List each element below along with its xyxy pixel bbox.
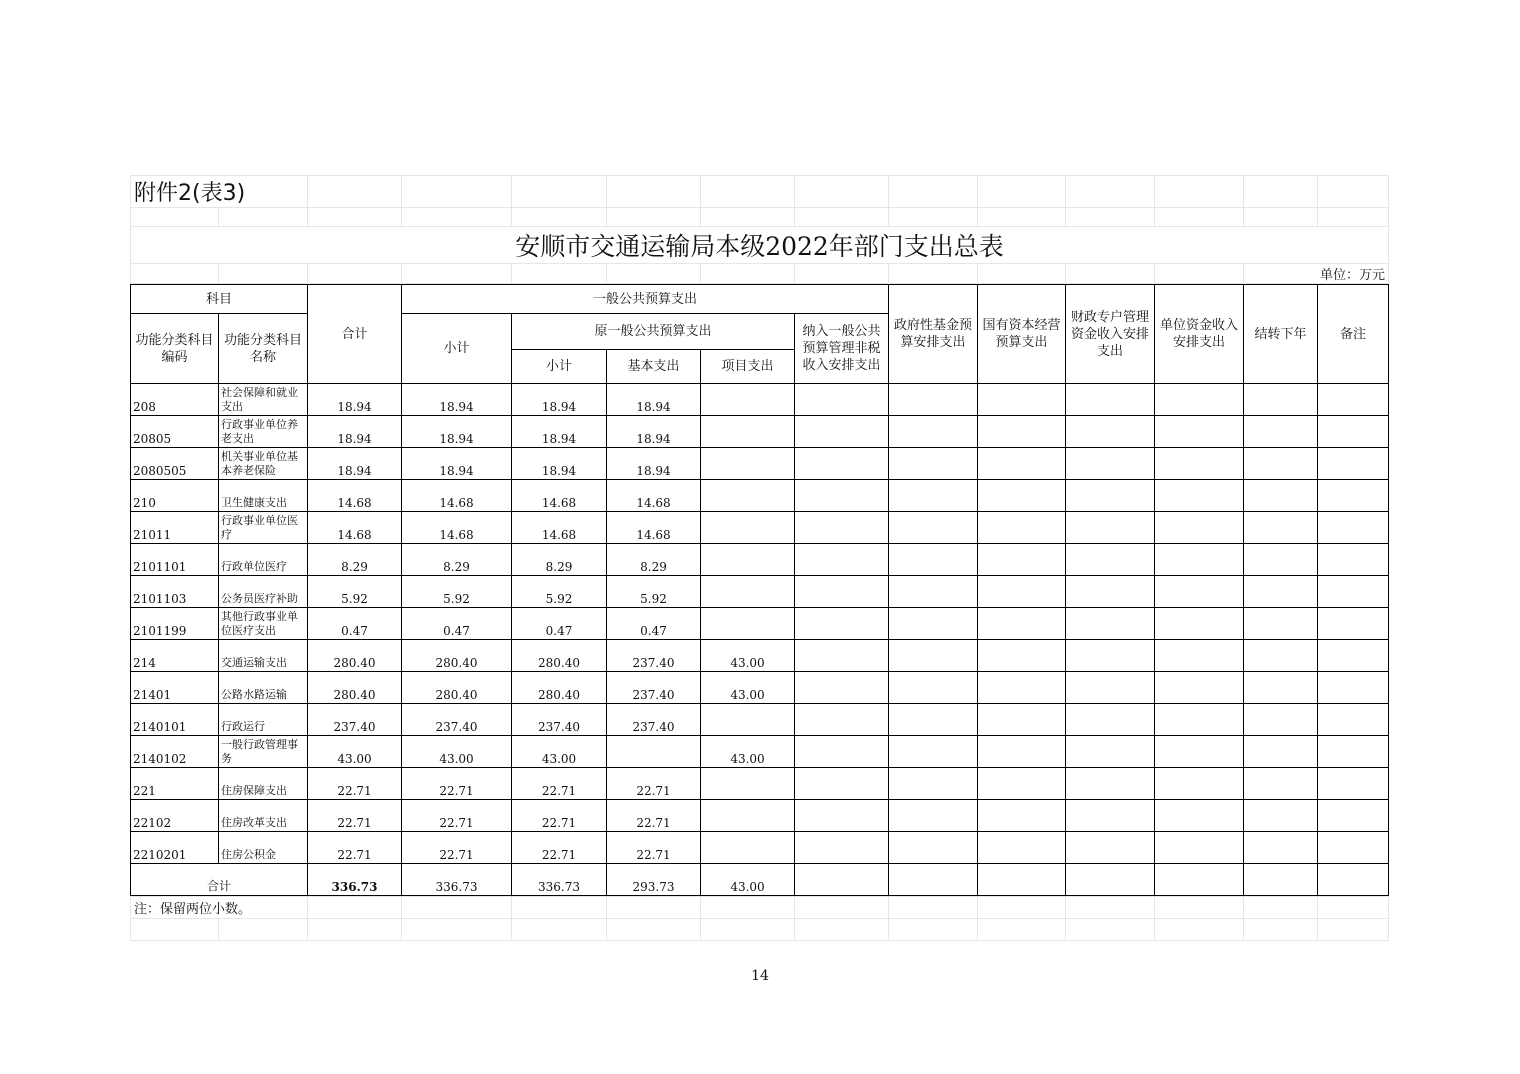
row-subtotal: 5.92 <box>402 576 512 608</box>
empty-cell <box>1244 448 1318 480</box>
row-total: 18.94 <box>308 384 402 416</box>
row-project <box>701 832 795 864</box>
row-name: 机关事业单位基本养老保险 <box>219 448 308 480</box>
row-code: 2080505 <box>131 448 219 480</box>
row-subtotal: 22.71 <box>402 800 512 832</box>
empty-cell <box>889 640 978 672</box>
row-code: 2101103 <box>131 576 219 608</box>
row-basic: 22.71 <box>607 832 701 864</box>
empty-cell <box>1155 736 1244 768</box>
empty-cell <box>978 384 1066 416</box>
empty-cell <box>1244 768 1318 800</box>
totals-label: 合计 <box>131 864 308 896</box>
note-table <box>130 896 1389 941</box>
empty-cell <box>1066 480 1155 512</box>
empty-cell <box>795 704 889 736</box>
row-subtotal-2: 18.94 <box>512 416 607 448</box>
row-total: 0.47 <box>308 608 402 640</box>
row-subtotal: 280.40 <box>402 672 512 704</box>
empty-cell <box>978 672 1066 704</box>
empty-cell <box>1066 512 1155 544</box>
empty-cell <box>1066 736 1155 768</box>
row-name: 行政运行 <box>219 704 308 736</box>
note-text: 注：保留两位小数。 <box>131 897 308 919</box>
row-total: 280.40 <box>308 672 402 704</box>
empty-cell <box>1318 448 1389 480</box>
empty-cell <box>1155 480 1244 512</box>
row-basic: 22.71 <box>607 768 701 800</box>
row-subtotal-2: 280.40 <box>512 640 607 672</box>
row-subtotal-2: 22.71 <box>512 832 607 864</box>
row-total: 43.00 <box>308 736 402 768</box>
row-project <box>701 704 795 736</box>
empty-cell <box>1066 448 1155 480</box>
row-project <box>701 768 795 800</box>
empty-cell <box>978 512 1066 544</box>
empty-cell <box>1155 832 1244 864</box>
empty-cell <box>1155 640 1244 672</box>
table-row <box>131 736 1389 768</box>
table-row <box>131 480 1389 512</box>
row-project: 43.00 <box>701 672 795 704</box>
row-code: 2140102 <box>131 736 219 768</box>
empty-cell <box>1066 544 1155 576</box>
unit-label: 单位：万元 <box>1244 264 1389 284</box>
empty-cell <box>795 768 889 800</box>
empty-cell <box>1318 672 1389 704</box>
header-name: 功能分类科目名称 <box>219 314 308 384</box>
totals-subtotal: 336.73 <box>402 864 512 896</box>
empty-cell <box>1318 480 1389 512</box>
row-subtotal: 8.29 <box>402 544 512 576</box>
row-name: 卫生健康支出 <box>219 480 308 512</box>
empty-cell <box>889 704 978 736</box>
row-total: 22.71 <box>308 768 402 800</box>
table-row <box>131 832 1389 864</box>
row-code: 21401 <box>131 672 219 704</box>
row-name: 一般行政管理事务 <box>219 736 308 768</box>
row-code: 221 <box>131 768 219 800</box>
row-name: 行政单位医疗 <box>219 544 308 576</box>
row-subtotal-2: 237.40 <box>512 704 607 736</box>
row-subtotal: 14.68 <box>402 512 512 544</box>
empty-cell <box>1155 544 1244 576</box>
empty-cell <box>889 480 978 512</box>
row-name: 社会保障和就业支出 <box>219 384 308 416</box>
table-row <box>131 416 1389 448</box>
empty-cell <box>889 512 978 544</box>
row-subtotal: 22.71 <box>402 832 512 864</box>
row-total: 18.94 <box>308 416 402 448</box>
row-subtotal-2: 14.68 <box>512 512 607 544</box>
row-code: 210 <box>131 480 219 512</box>
row-total: 22.71 <box>308 832 402 864</box>
row-project: 43.00 <box>701 736 795 768</box>
header-total: 合计 <box>308 285 402 384</box>
row-code: 20805 <box>131 416 219 448</box>
row-name: 交通运输支出 <box>219 640 308 672</box>
empty-cell <box>889 448 978 480</box>
empty-cell <box>1244 544 1318 576</box>
empty-cell <box>1318 416 1389 448</box>
empty-cell <box>1244 800 1318 832</box>
empty-cell <box>1318 736 1389 768</box>
row-total: 8.29 <box>308 544 402 576</box>
row-total: 237.40 <box>308 704 402 736</box>
empty-cell <box>978 416 1066 448</box>
empty-cell <box>1066 416 1155 448</box>
empty-cell <box>795 448 889 480</box>
row-name: 公路水路运输 <box>219 672 308 704</box>
empty-cell <box>795 576 889 608</box>
empty-cell <box>1244 576 1318 608</box>
row-subtotal: 280.40 <box>402 640 512 672</box>
table-row <box>131 544 1389 576</box>
row-project <box>701 448 795 480</box>
empty-cell <box>1155 672 1244 704</box>
empty-cell <box>1066 672 1155 704</box>
row-name: 住房保障支出 <box>219 768 308 800</box>
empty-cell <box>1318 544 1389 576</box>
row-subtotal-2: 5.92 <box>512 576 607 608</box>
empty-cell <box>978 704 1066 736</box>
header-subtotal-2: 小计 <box>512 350 607 384</box>
row-subtotal-2: 22.71 <box>512 768 607 800</box>
header-nontax: 纳入一般公共预算管理非税收入安排支出 <box>795 314 889 384</box>
empty-cell <box>1244 672 1318 704</box>
row-total: 22.71 <box>308 800 402 832</box>
empty-cell <box>1066 576 1155 608</box>
totals-basic: 293.73 <box>607 864 701 896</box>
row-subtotal: 43.00 <box>402 736 512 768</box>
empty-cell <box>1155 800 1244 832</box>
header-general-budget: 一般公共预算支出 <box>402 285 889 314</box>
empty-cell <box>1318 576 1389 608</box>
header-subject: 科目 <box>131 285 308 314</box>
row-subtotal: 0.47 <box>402 608 512 640</box>
empty-cell <box>1066 704 1155 736</box>
header-fiscal-special: 财政专户管理资金收入安排支出 <box>1066 285 1155 384</box>
row-basic: 18.94 <box>607 416 701 448</box>
row-code: 2140101 <box>131 704 219 736</box>
empty-cell <box>1318 512 1389 544</box>
empty-cell <box>1155 384 1244 416</box>
empty-cell <box>1066 800 1155 832</box>
empty-cell <box>889 384 978 416</box>
empty-cell <box>1318 832 1389 864</box>
empty-cell <box>1066 832 1155 864</box>
row-code: 21011 <box>131 512 219 544</box>
header-project: 项目支出 <box>701 350 795 384</box>
table-row <box>131 576 1389 608</box>
row-basic: 237.40 <box>607 640 701 672</box>
row-subtotal: 22.71 <box>402 768 512 800</box>
row-basic: 237.40 <box>607 704 701 736</box>
row-project <box>701 576 795 608</box>
table-row <box>131 800 1389 832</box>
row-total: 280.40 <box>308 640 402 672</box>
empty-cell <box>978 448 1066 480</box>
spreadsheet-sheet <box>130 175 1388 941</box>
empty-cell <box>1244 480 1318 512</box>
totals-row <box>131 864 1389 896</box>
row-project <box>701 480 795 512</box>
table-row <box>131 608 1389 640</box>
empty-cell <box>795 640 889 672</box>
empty-cell <box>978 832 1066 864</box>
row-subtotal: 14.68 <box>402 480 512 512</box>
row-name: 住房公积金 <box>219 832 308 864</box>
empty-cell <box>1244 512 1318 544</box>
empty-cell <box>978 576 1066 608</box>
empty-cell <box>889 416 978 448</box>
row-subtotal-2: 22.71 <box>512 800 607 832</box>
empty-cell <box>1244 608 1318 640</box>
row-total: 18.94 <box>308 448 402 480</box>
row-basic: 5.92 <box>607 576 701 608</box>
totals-project: 43.00 <box>701 864 795 896</box>
row-project <box>701 416 795 448</box>
empty-cell <box>1318 608 1389 640</box>
empty-cell <box>889 768 978 800</box>
empty-cell <box>1318 384 1389 416</box>
budget-table <box>130 175 1389 284</box>
totals-total: 336.73 <box>308 864 402 896</box>
row-subtotal-2: 0.47 <box>512 608 607 640</box>
empty-cell <box>1318 800 1389 832</box>
empty-cell <box>795 736 889 768</box>
row-subtotal-2: 14.68 <box>512 480 607 512</box>
empty-cell <box>889 736 978 768</box>
table-row <box>131 640 1389 672</box>
row-project <box>701 800 795 832</box>
row-total: 14.68 <box>308 480 402 512</box>
row-basic: 22.71 <box>607 800 701 832</box>
header-gov-fund: 政府性基金预算安排支出 <box>889 285 978 384</box>
attachment-label: 附件2(表3) <box>131 176 308 208</box>
header-code: 功能分类科目编码 <box>131 314 219 384</box>
empty-cell <box>1155 448 1244 480</box>
empty-cell <box>1155 608 1244 640</box>
empty-cell <box>1244 736 1318 768</box>
row-name: 公务员医疗补助 <box>219 576 308 608</box>
row-subtotal: 18.94 <box>402 448 512 480</box>
row-name: 其他行政事业单位医疗支出 <box>219 608 308 640</box>
row-subtotal-2: 18.94 <box>512 448 607 480</box>
empty-cell <box>795 672 889 704</box>
empty-cell <box>978 608 1066 640</box>
empty-cell <box>1155 704 1244 736</box>
empty-cell <box>978 800 1066 832</box>
empty-cell <box>1244 704 1318 736</box>
header-carry-over: 结转下年 <box>1244 285 1318 384</box>
row-basic: 0.47 <box>607 608 701 640</box>
empty-cell <box>1155 768 1244 800</box>
empty-cell <box>978 544 1066 576</box>
page-title: 安顺市交通运输局本级2022年部门支出总表 <box>131 227 1389 264</box>
empty-cell <box>795 480 889 512</box>
header-subtotal: 小计 <box>402 314 512 384</box>
row-basic <box>607 736 701 768</box>
row-subtotal-2: 43.00 <box>512 736 607 768</box>
row-basic: 14.68 <box>607 512 701 544</box>
empty-cell <box>1244 640 1318 672</box>
empty-cell <box>1318 640 1389 672</box>
empty-cell <box>795 832 889 864</box>
row-name: 行政事业单位医疗 <box>219 512 308 544</box>
empty-cell <box>978 768 1066 800</box>
header-original-general: 原一般公共预算支出 <box>512 314 795 350</box>
empty-cell <box>795 800 889 832</box>
header-remark: 备注 <box>1318 285 1389 384</box>
table-row <box>131 512 1389 544</box>
header-basic: 基本支出 <box>607 350 701 384</box>
row-basic: 18.94 <box>607 384 701 416</box>
row-subtotal: 18.94 <box>402 384 512 416</box>
empty-cell <box>889 608 978 640</box>
empty-cell <box>795 384 889 416</box>
empty-cell <box>889 576 978 608</box>
row-subtotal-2: 18.94 <box>512 384 607 416</box>
empty-cell <box>1066 608 1155 640</box>
empty-cell <box>1066 768 1155 800</box>
empty-cell <box>795 512 889 544</box>
empty-cell <box>1318 704 1389 736</box>
row-code: 208 <box>131 384 219 416</box>
empty-cell <box>889 544 978 576</box>
empty-cell <box>795 416 889 448</box>
row-total: 14.68 <box>308 512 402 544</box>
row-project <box>701 512 795 544</box>
row-subtotal-2: 280.40 <box>512 672 607 704</box>
empty-cell <box>978 736 1066 768</box>
empty-cell <box>978 640 1066 672</box>
table-row <box>131 704 1389 736</box>
row-subtotal-2: 8.29 <box>512 544 607 576</box>
row-project <box>701 544 795 576</box>
row-project <box>701 384 795 416</box>
empty-cell <box>1155 512 1244 544</box>
empty-cell <box>889 800 978 832</box>
empty-cell <box>1155 416 1244 448</box>
row-basic: 18.94 <box>607 448 701 480</box>
row-subtotal: 237.40 <box>402 704 512 736</box>
empty-cell <box>978 480 1066 512</box>
totals-subtotal-2: 336.73 <box>512 864 607 896</box>
row-basic: 8.29 <box>607 544 701 576</box>
row-project <box>701 608 795 640</box>
table-row <box>131 448 1389 480</box>
row-code: 2101101 <box>131 544 219 576</box>
row-name: 行政事业单位养老支出 <box>219 416 308 448</box>
table-row <box>131 384 1389 416</box>
empty-cell <box>1244 832 1318 864</box>
empty-cell <box>795 608 889 640</box>
page-number: 14 <box>751 968 769 984</box>
empty-cell <box>1155 576 1244 608</box>
empty-cell <box>1318 768 1389 800</box>
table-row <box>131 672 1389 704</box>
empty-cell <box>889 832 978 864</box>
row-code: 214 <box>131 640 219 672</box>
row-basic: 237.40 <box>607 672 701 704</box>
row-code: 2210201 <box>131 832 219 864</box>
row-project: 43.00 <box>701 640 795 672</box>
empty-cell <box>1244 416 1318 448</box>
row-basic: 14.68 <box>607 480 701 512</box>
empty-cell <box>795 544 889 576</box>
empty-cell <box>1066 640 1155 672</box>
expenditure-table <box>130 284 1389 896</box>
empty-cell <box>1244 384 1318 416</box>
row-code: 22102 <box>131 800 219 832</box>
empty-cell <box>889 672 978 704</box>
row-total: 5.92 <box>308 576 402 608</box>
row-subtotal: 18.94 <box>402 416 512 448</box>
empty-cell <box>1066 384 1155 416</box>
header-unit-fund: 单位资金收入安排支出 <box>1155 285 1244 384</box>
row-code: 2101199 <box>131 608 219 640</box>
header-state-capital: 国有资本经营预算支出 <box>978 285 1066 384</box>
table-row <box>131 768 1389 800</box>
row-name: 住房改革支出 <box>219 800 308 832</box>
